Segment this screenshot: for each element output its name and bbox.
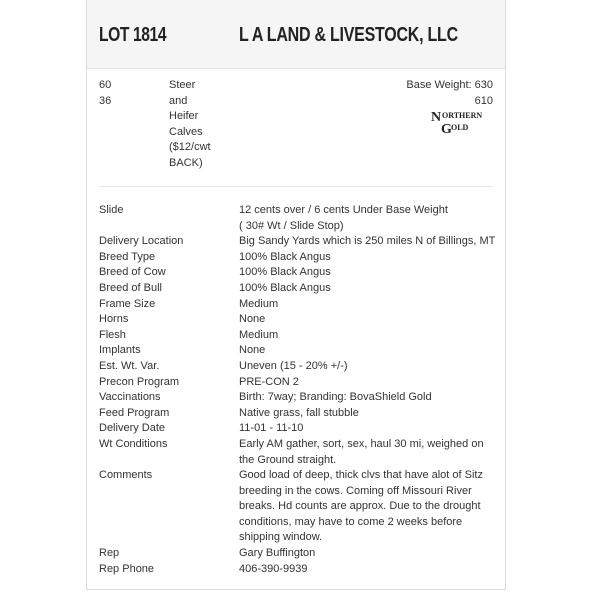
detail-value bbox=[239, 406, 499, 422]
detail-value bbox=[239, 297, 499, 313]
lot-header bbox=[87, 0, 505, 69]
company-name: L A LAND & LIVESTOCK, LLC bbox=[239, 24, 458, 46]
desc-line: and bbox=[169, 94, 188, 107]
detail-value-line: 100% Black Angus bbox=[239, 281, 331, 294]
desc-line: ($12/cwt bbox=[169, 141, 211, 153]
detail-label: Precon Program bbox=[99, 375, 180, 388]
detail-value-line: shipping window. bbox=[239, 531, 323, 544]
detail-value-line: ( 30# Wt / Slide Stop) bbox=[239, 219, 344, 232]
detail-value-line: Early AM gather, sort, sex, haul 30 mi, weighed on bbox=[239, 437, 484, 450]
detail-row bbox=[99, 406, 499, 422]
detail-value bbox=[239, 375, 499, 391]
detail-value-line: Birth: 7way; Branding: BovaShield Gold bbox=[239, 391, 432, 404]
detail-label: Frame Size bbox=[99, 297, 156, 310]
detail-label: Rep bbox=[99, 547, 120, 560]
logo-text-top: ORTHERN bbox=[442, 111, 483, 120]
detail-value bbox=[239, 546, 499, 562]
detail-row bbox=[99, 203, 499, 234]
detail-row bbox=[99, 234, 499, 250]
detail-value-line: Native grass, fall stubble bbox=[239, 406, 359, 419]
base-weight-second: 610 bbox=[474, 94, 493, 107]
northern-gold-logo bbox=[431, 108, 493, 136]
detail-label: Flesh bbox=[99, 328, 126, 341]
detail-value-line: breaks. Hd counts are approx. Due to the drought bbox=[239, 500, 481, 513]
detail-label: Comments bbox=[99, 469, 153, 482]
detail-value-line: Gary Buffington bbox=[239, 547, 316, 560]
desc-line: Heifer bbox=[169, 110, 199, 122]
detail-row bbox=[99, 250, 499, 266]
desc-line: BACK) bbox=[169, 156, 203, 169]
detail-value bbox=[239, 234, 499, 250]
detail-label: Slide bbox=[99, 204, 124, 216]
detail-row bbox=[99, 390, 499, 406]
detail-row bbox=[99, 328, 499, 344]
detail-row bbox=[99, 421, 499, 437]
section-divider bbox=[99, 186, 493, 187]
detail-row bbox=[99, 343, 499, 359]
detail-label: Breed of Cow bbox=[99, 266, 166, 279]
detail-value-line: Big Sandy Yards which is 250 miles N of Billings, MT bbox=[239, 235, 496, 248]
detail-value bbox=[239, 312, 499, 328]
head-count-second: 36 bbox=[99, 94, 112, 107]
detail-value bbox=[239, 343, 499, 359]
lot-number: LOT 1814 bbox=[99, 24, 167, 46]
detail-label: Rep Phone bbox=[99, 562, 155, 575]
detail-value-line: Medium bbox=[239, 328, 279, 341]
logo-initial-g: G bbox=[441, 122, 452, 136]
detail-row bbox=[99, 562, 499, 578]
detail-value bbox=[239, 562, 499, 578]
detail-value bbox=[239, 359, 499, 375]
detail-value-line: 406-390-9939 bbox=[239, 562, 308, 575]
lot-description bbox=[169, 78, 239, 171]
detail-value-line: 11-01 - 11-10 bbox=[239, 422, 304, 435]
detail-label: Delivery Location bbox=[99, 235, 184, 248]
detail-label: Breed Type bbox=[99, 250, 156, 263]
detail-value-line: Good load of deep, thick clvs that have alot of Sitz bbox=[239, 469, 483, 482]
base-weights bbox=[406, 78, 493, 109]
detail-label: Vaccinations bbox=[99, 391, 161, 404]
detail-value bbox=[239, 265, 499, 281]
detail-value-line: 100% Black Angus bbox=[239, 266, 331, 279]
detail-value-line: None bbox=[239, 313, 266, 326]
head-counts bbox=[99, 78, 111, 109]
detail-row bbox=[99, 375, 499, 391]
detail-label: Est. Wt. Var. bbox=[99, 359, 160, 372]
detail-row bbox=[99, 468, 499, 546]
logo-text-bottom: OLD bbox=[451, 123, 469, 132]
lot-details-table bbox=[99, 203, 499, 577]
detail-value-line: 100% Black Angus bbox=[239, 250, 331, 263]
detail-label: Implants bbox=[99, 344, 141, 357]
detail-value-line: the Ground straight. bbox=[239, 453, 337, 466]
detail-label: Feed Program bbox=[99, 406, 170, 419]
logo-initial-n: N bbox=[431, 110, 442, 125]
detail-row bbox=[99, 265, 499, 281]
base-weight: Base Weight: 630 bbox=[406, 79, 493, 91]
detail-row bbox=[99, 281, 499, 297]
detail-value bbox=[239, 421, 499, 437]
detail-value-line: Uneven (15 - 20% +/-) bbox=[239, 359, 348, 372]
lot-card bbox=[86, 0, 506, 590]
detail-value bbox=[239, 281, 499, 297]
detail-row bbox=[99, 312, 499, 328]
detail-label: Horns bbox=[99, 313, 129, 326]
detail-value bbox=[239, 328, 499, 344]
detail-row bbox=[99, 546, 499, 562]
detail-row bbox=[99, 359, 499, 375]
detail-value-line: None bbox=[239, 344, 266, 357]
detail-value-line: conditions, may have to come 2 weeks before bbox=[239, 515, 463, 528]
detail-value bbox=[239, 203, 499, 234]
detail-value-line: PRE-CON 2 bbox=[239, 375, 299, 388]
detail-value bbox=[239, 437, 499, 468]
head-count: 60 bbox=[99, 79, 112, 91]
detail-value-line: Medium bbox=[239, 297, 279, 310]
detail-label: Wt Conditions bbox=[99, 437, 168, 450]
detail-value bbox=[239, 390, 499, 406]
desc-line: Steer bbox=[169, 79, 196, 91]
detail-row bbox=[99, 297, 499, 313]
detail-value bbox=[239, 468, 499, 546]
desc-line: Calves bbox=[169, 125, 203, 138]
detail-row bbox=[99, 437, 499, 468]
detail-value-line: breeding in the cows. Coming off Missouri River bbox=[239, 484, 472, 497]
detail-value-line: 12 cents over / 6 cents Under Base Weight bbox=[239, 204, 448, 216]
detail-label: Breed of Bull bbox=[99, 281, 162, 294]
detail-label: Delivery Date bbox=[99, 422, 166, 435]
detail-value bbox=[239, 250, 499, 266]
